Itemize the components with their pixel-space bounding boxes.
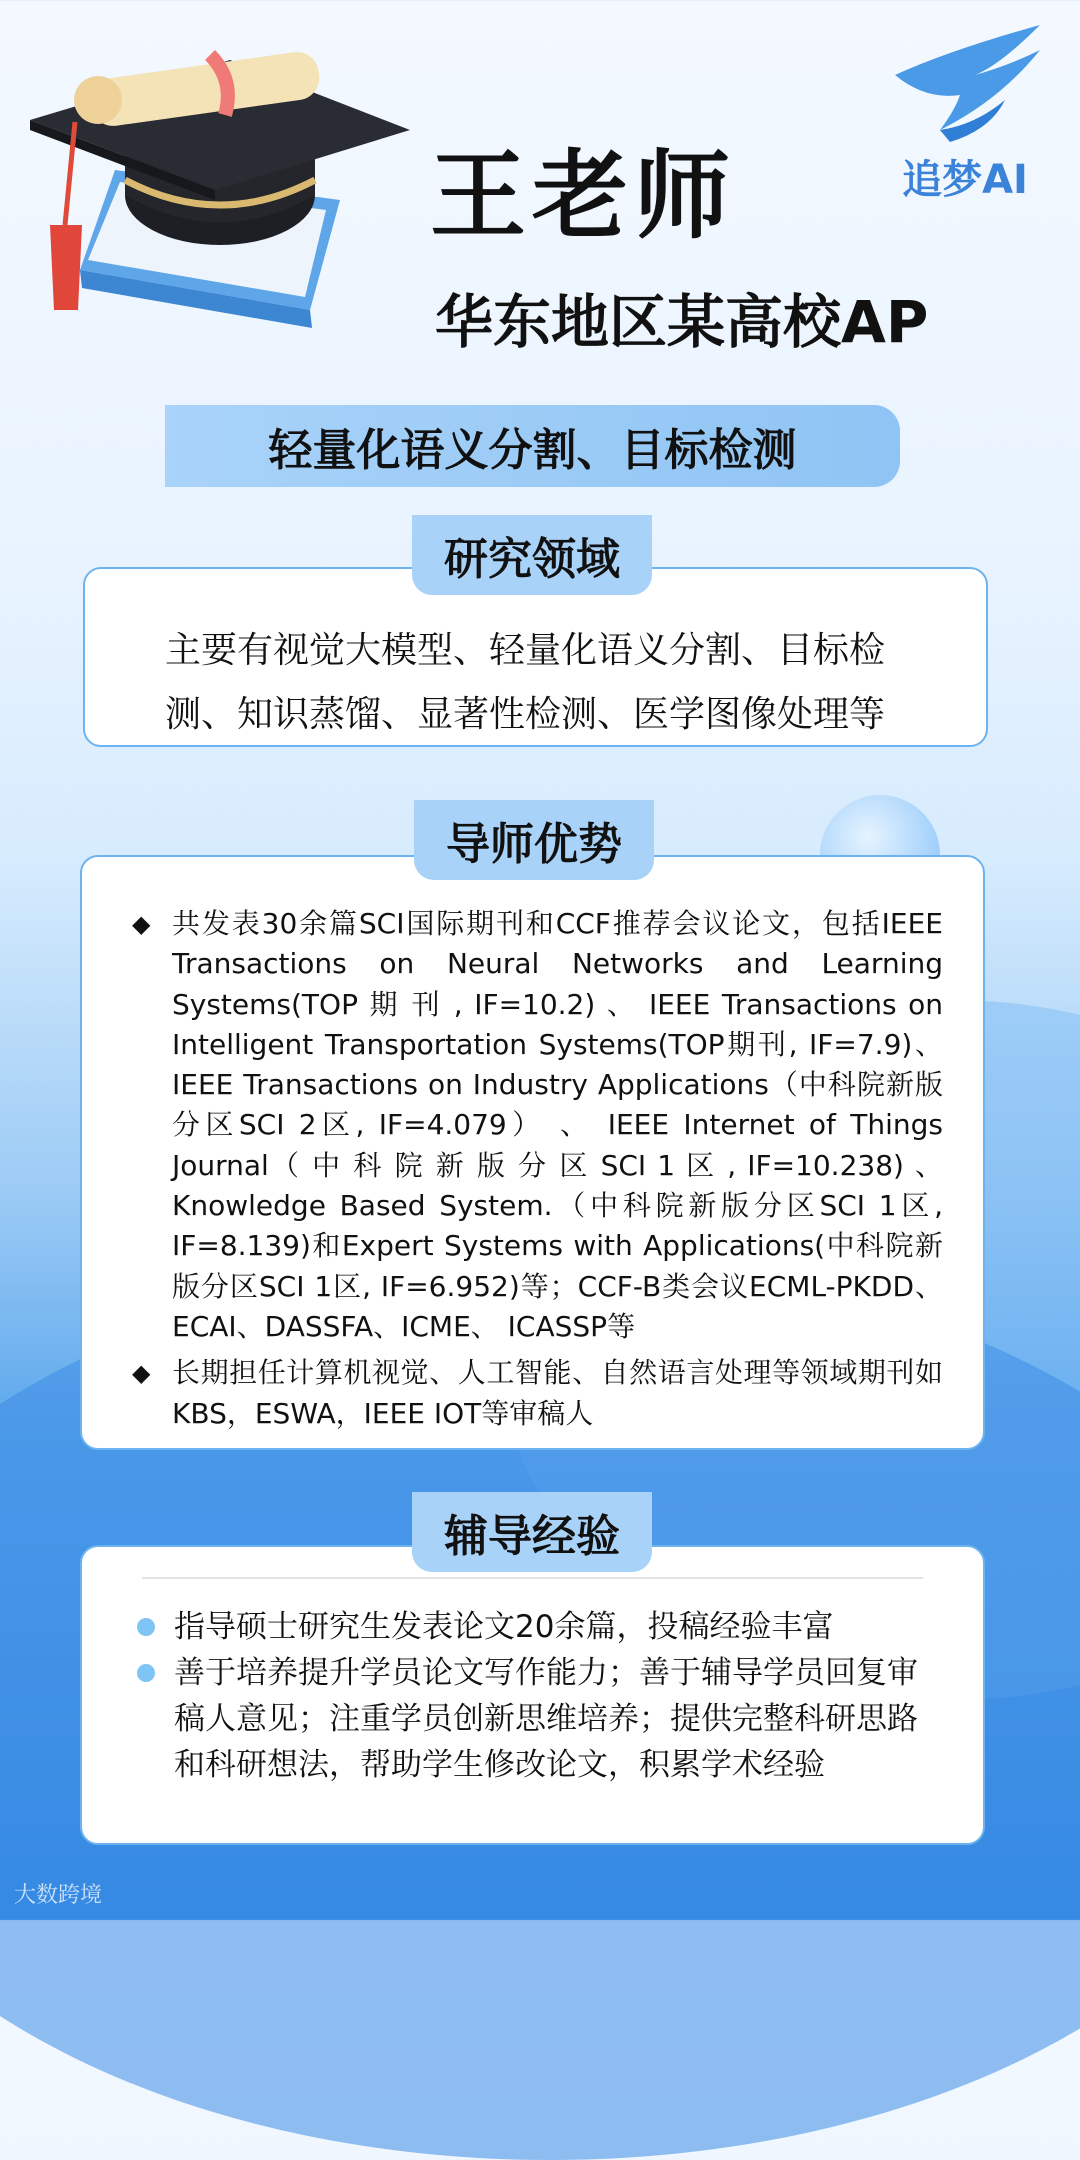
list-item [132, 1353, 943, 1434]
logo-text: 追梦AI [902, 157, 1028, 203]
dot-bullet-icon [137, 1664, 155, 1682]
experience-text: 指导硕士研究生发表论文20余篇，投稿经验丰富 [174, 1609, 834, 1645]
advantages-title: 导师优势 [414, 800, 654, 880]
research-title: 研究领域 [412, 515, 652, 595]
experience-card [80, 1545, 985, 1845]
experience-list [137, 1604, 938, 1788]
list-item [137, 1650, 938, 1788]
advantage-text: 长期担任计算机视觉、人工智能、自然语言处理等领域期刊如KBS，ESWA，IEEE IOT等审稿人 [172, 1356, 943, 1430]
diamond-bullet-icon: ◆ [132, 1359, 151, 1388]
dot-bullet-icon [137, 1618, 155, 1636]
advantages-list [132, 904, 943, 1440]
graduation-cap-icon [20, 20, 410, 360]
advantage-text: 共发表30余篇SCI国际期刊和CCF推荐会议论文，包括IEEE Transactions on Neural Networks and Learning Systems(TOP 期 刊 , IF=10.2) 、 IEEE Transactions on Intelligent Transportation Systems(TOP期刊, IF=7.9)、IEEE Transactions on Industry Applications（中科院新版分区SCI 2区, IF=4.079） 、 IEEE Internet of Things Journal（ 中 科 院 新 版 分 区 SCI 1 区 , IF=10.238) 、Knowledge Based System.（中科院新版分区SCI 1区, IF=8.139)和Expert Systems with Applications(中科院新版分区SCI 1区, IF=6.952)等；CCF-B类会议ECML-PKDD、ECAI、DASSFA、ICME、 ICASSP等 [172, 907, 943, 1343]
teacher-name: 王老师 [430, 140, 736, 252]
research-text: 主要有视觉大模型、轻量化语义分割、目标检测、知识蒸馏、显著性检测、医学图像处理等 [165, 630, 886, 735]
experience-title: 辅导经验 [412, 1492, 652, 1572]
diamond-bullet-icon: ◆ [132, 910, 151, 938]
watermark: 大数跨境 [14, 1883, 103, 1908]
divider [142, 1577, 923, 1579]
advantages-card [80, 855, 985, 1450]
school-title: 华东地区某高校AP [435, 288, 929, 356]
focus-banner: 轻量化语义分割、目标检测 [165, 405, 900, 487]
list-item [137, 1604, 938, 1650]
experience-text: 善于培养提升学员论文写作能力；善于辅导学员回复审稿人意见；注重学员创新思维培养；提供完整科研思路和科研想法，帮助学生修改论文，积累学术经验 [174, 1655, 918, 1783]
list-item [132, 904, 943, 1347]
